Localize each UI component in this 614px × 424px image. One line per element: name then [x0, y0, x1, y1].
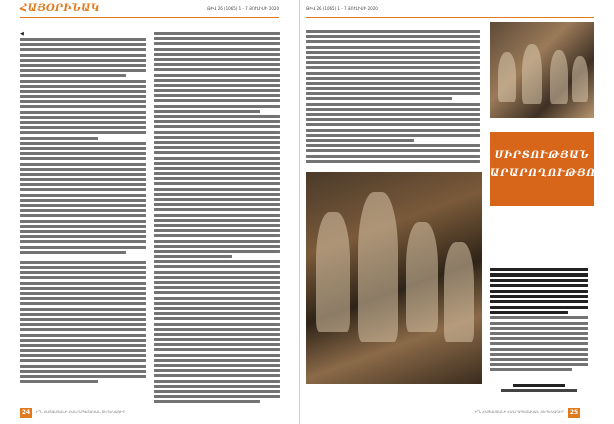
left-footer: [20, 408, 279, 420]
text-column-3: [306, 30, 480, 170]
text-column-4: [490, 268, 588, 380]
article-title-block: [490, 132, 614, 206]
page-number: 25: [569, 409, 579, 416]
right-header: [306, 4, 594, 18]
text-column-2: [154, 32, 280, 397]
left-page: [0, 0, 300, 424]
footer-note: Ի՞Ն ՀԱՅԱՍՏԱՆԻ ՀԱՆՐԱՊԵՏԱԿԱՆ ՏԵՂԵԿԱԳԻՐ: [474, 410, 564, 414]
issue-info: ԹԻՎ 26 (1065) 1 - 7 ՅՈՒԼԻՍԻ 2020: [306, 6, 378, 11]
footer-note: Ի՞Ն ՀԱՅԱՍՏԱՆԻ ՀԱՆՐԱՊԵՏԱԿԱՆ ՏԵՂԵԿԱԳԻՐ: [36, 410, 126, 414]
author-signature: [490, 384, 588, 392]
hospital-visit-photo: [306, 172, 482, 384]
article-title-line-1: ՍԻՐՏՈՒԹՅԱՆ: [494, 150, 590, 161]
page-number: 24: [21, 409, 31, 416]
choir-photo: [490, 22, 594, 118]
magazine-logo: ՀԱՅՕՐԻՆԱԿ: [20, 3, 100, 14]
article-title-line-2: ԱՐԱՐՈՂՈՒԹՅՈՒՆ: [490, 168, 614, 179]
right-page: [300, 0, 614, 424]
issue-info: ԹԻՎ 26 (1065) 1 - 7 ՅՈՒԼԻՍԻ 2020: [207, 6, 279, 11]
text-column-1: [20, 32, 146, 397]
left-header: [20, 4, 279, 18]
right-footer: [320, 408, 580, 420]
triangle-bullet-icon: ◀: [20, 31, 24, 37]
